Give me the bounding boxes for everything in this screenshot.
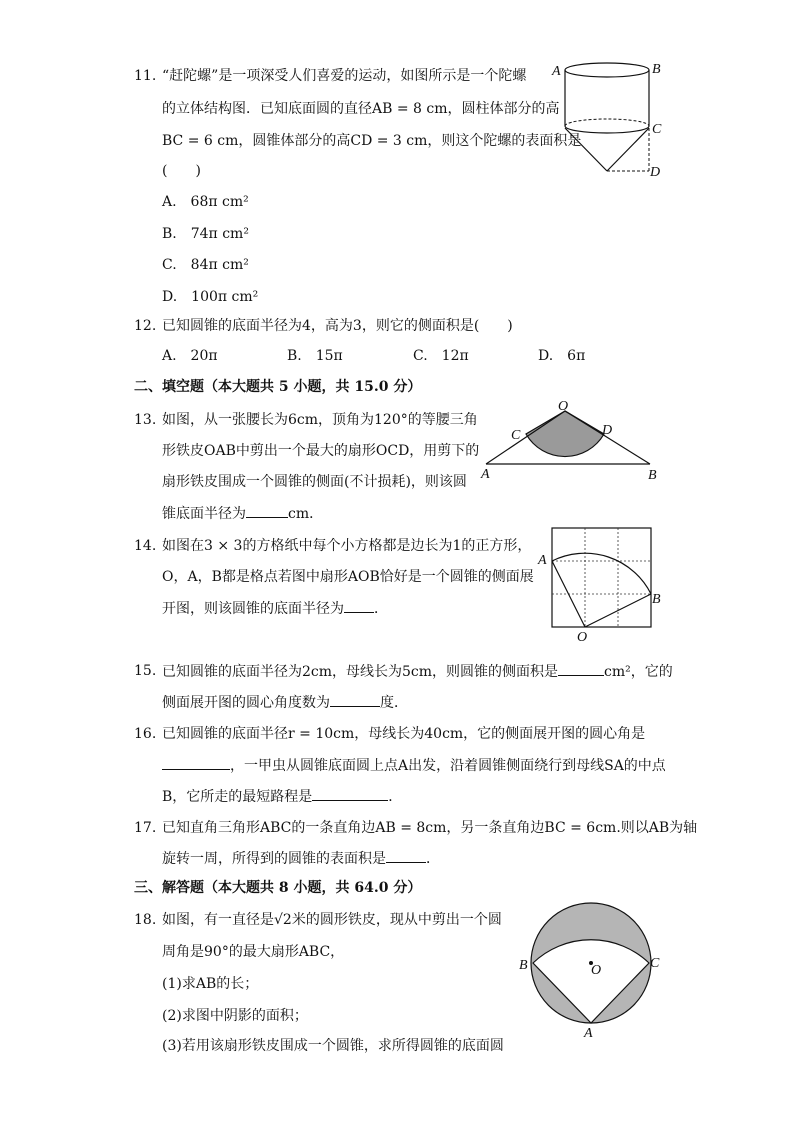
q18-line-5: (3)若用该扇形铁皮围成一个圆锥，求所得圆锥的底面圆: [162, 1038, 504, 1054]
q15-line-1-text: 已知圆锥的底面半径为2cm，母线长为5cm，则圆锥的侧面积是: [162, 664, 559, 680]
q16-number: 16.: [134, 726, 157, 742]
q15-line-1: [162, 661, 673, 682]
q14-radius-ob: [585, 594, 651, 627]
q15-line-2-text: 侧面展开图的圆心角度数为: [162, 695, 330, 711]
q13-line-1: 如图，从一张腰长为6cm，顶角为120°的等腰三角: [162, 412, 478, 428]
q12-option-d: D. 6π: [538, 348, 586, 364]
q14-line-3-text: 开图，则该圆锥的底面半径为: [162, 601, 344, 617]
q13-number: 13.: [134, 412, 157, 428]
q18-label-b: B: [519, 958, 528, 973]
q14-number: 14.: [134, 538, 157, 554]
q18-line-2: 周角是90°的最大扇形ABC，: [162, 944, 345, 960]
q11-bottom-ellipse-back: [565, 119, 649, 126]
q13-label-b: B: [648, 468, 657, 483]
q14-line-3: [162, 598, 388, 619]
q12-option-b: B. 15π: [287, 348, 343, 364]
q18-label-a: A: [584, 1026, 593, 1041]
q18-label-c: C: [650, 956, 660, 971]
q14-line-2: O，A，B都是格点若图中扇形AOB恰好是一个圆锥的侧面展: [162, 569, 534, 585]
q14-grid-sector-figure: [535, 520, 665, 645]
section-3-heading: 三、解答题（本大题共 8 小题，共 64.0 分）: [134, 880, 422, 896]
q12-option-a: A. 20π: [162, 348, 218, 364]
section-2-heading: 二、填空题（本大题共 5 小题，共 15.0 分）: [134, 379, 422, 395]
q14-line-3-end: ．: [374, 601, 388, 617]
q11-option-c: C. 84π cm²: [162, 257, 249, 273]
q11-line-3: BC = 6 cm，圆锥体部分的高CD = 3 cm，则这个陀螺的表面积是: [162, 133, 582, 149]
q11-number: 11.: [134, 68, 157, 84]
q11-option-b: B. 74π cm²: [162, 226, 249, 242]
q15-answer-blank-1[interactable]: [558, 661, 604, 676]
q13-line-4-text: 锥底面半径为: [162, 506, 246, 522]
q16-answer-blank-1[interactable]: [162, 755, 230, 770]
q13-label-d: D: [602, 423, 613, 438]
q15-line-1-end: cm²，它的: [604, 664, 673, 680]
q14-answer-blank[interactable]: [344, 598, 374, 613]
q11-line-1: “赶陀螺”是一项深受人们喜爱的运动，如图所示是一个陀螺: [162, 68, 527, 84]
q16-line-3-text: B，它所走的最短路程是: [162, 789, 313, 805]
q15-number: 15.: [134, 663, 157, 679]
q11-option-a: A. 68π cm²: [162, 194, 249, 210]
q13-answer-blank[interactable]: [246, 503, 288, 518]
q18-line-1: 如图，有一直径是√2米的圆形铁皮，现从中剪出一个圆: [162, 912, 502, 928]
q16-line-2: [162, 755, 666, 776]
q13-label-o: O: [558, 399, 569, 414]
q11-label-d: D: [650, 165, 661, 180]
q13-label-c: C: [511, 428, 521, 443]
q11-option-d: D. 100π cm²: [162, 289, 259, 305]
q11-cone-right: [607, 128, 649, 171]
q14-label-b: B: [652, 592, 661, 607]
q18-label-o: O: [591, 963, 602, 978]
q18-line-4: (2)求图中阴影的面积；: [162, 1008, 308, 1024]
q14-label-o: O: [577, 630, 588, 645]
q13-line-2: 形铁皮OAB中剪出一个最大的扇形OCD，用剪下的: [162, 443, 480, 459]
q17-line-2: [162, 848, 440, 869]
q18-line-3: (1)求AB的长；: [162, 976, 259, 992]
q16-answer-blank-2[interactable]: [312, 786, 388, 801]
q11-bottom-ellipse-front: [565, 126, 649, 133]
q16-line-2-text: ，一甲虫从圆锥底面圆上点A出发，沿着圆锥侧面绕行到母线SA的中点: [230, 758, 666, 774]
q14-grid-border: [552, 528, 651, 627]
q13-sector-shaded: [526, 411, 604, 457]
q14-arc-ab: [552, 553, 651, 594]
q15-line-2: [162, 692, 408, 713]
q13-line-4-unit: cm．: [288, 506, 324, 522]
q11-label-b: B: [652, 62, 661, 77]
q16-line-3: [162, 786, 402, 807]
q18-circle-sector-figure: [515, 900, 670, 1040]
q11-label-c: C: [652, 122, 662, 137]
q14-label-a: A: [538, 553, 547, 568]
q16-line-1: 已知圆锥的底面半径r = 10cm，母线长为40cm，它的侧面展开图的圆心角是: [162, 726, 646, 742]
q12-text: 已知圆锥的底面半径为4，高为3，则它的侧面积是( ): [162, 318, 513, 334]
q11-line-4: ( ): [162, 163, 201, 179]
q13-line-3: 扇形铁皮围成一个圆锥的侧面(不计损耗)，则该圆: [162, 474, 467, 490]
q12-option-c: C. 12π: [413, 348, 469, 364]
q17-number: 17.: [134, 820, 157, 836]
q14-line-1: 如图在3 × 3的方格纸中每个小方格都是边长为1的正方形，: [162, 538, 532, 554]
q18-number: 18.: [134, 912, 157, 928]
q11-label-a: A: [552, 64, 561, 79]
q18-sector-abc: [533, 940, 649, 1023]
q11-spinning-top-figure: [550, 58, 670, 183]
q17-line-1: 已知直角三角形ABC的一条直角边AB = 8cm，另一条直角边BC = 6cm.则以AB为轴: [162, 820, 698, 836]
q13-triangle-sector-figure: [478, 398, 668, 488]
q17-answer-blank[interactable]: [386, 848, 426, 863]
q15-answer-blank-2[interactable]: [330, 692, 380, 707]
q11-cone-left: [565, 128, 607, 171]
q13-line-4: [162, 503, 323, 524]
q11-line-2: 的立体结构图．已知底面圆的直径AB = 8 cm，圆柱体部分的高: [162, 101, 560, 117]
q11-top-ellipse: [565, 63, 649, 77]
q16-line-3-end: ．: [388, 789, 403, 805]
q17-line-2-end: ．: [426, 851, 440, 867]
q15-line-2-end: 度．: [380, 695, 408, 711]
q12-number: 12.: [134, 318, 157, 334]
q17-line-2-text: 旋转一周，所得到的圆锥的表面积是: [162, 851, 386, 867]
q13-label-a: A: [481, 467, 490, 482]
